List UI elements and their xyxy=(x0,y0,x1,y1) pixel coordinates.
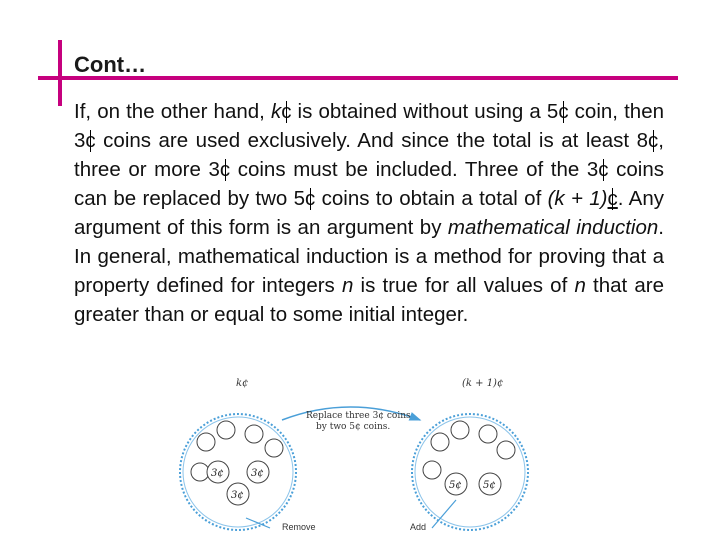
cent-symbol: c xyxy=(85,126,95,155)
cent-symbol: c xyxy=(305,184,315,213)
text-run: that are greater than or equal to some initial integer. xyxy=(74,274,664,326)
text-run: coins must be included. Three of the 3 xyxy=(230,158,599,181)
svg-text:3¢: 3¢ xyxy=(211,468,224,479)
text-run: coins to obtain a total of xyxy=(315,187,548,210)
cent-symbol: c xyxy=(608,184,618,213)
replace-caption-line2: by two 5¢ coins. xyxy=(316,422,391,432)
left-total-label: k¢ xyxy=(236,378,249,389)
text-run: . In general, mathematical induction is a method for proving that a property defined for integers xyxy=(74,216,664,297)
svg-text:3¢: 3¢ xyxy=(231,490,244,501)
text-n: n xyxy=(574,274,586,297)
cent-symbol: c xyxy=(648,126,658,155)
remove-label: Remove xyxy=(282,522,316,532)
replace-caption-line1: Replace three 3¢ coins xyxy=(306,411,411,421)
coin-diagram xyxy=(170,372,530,538)
cent-symbol: c xyxy=(598,155,608,184)
term-mathematical-induction: mathematical induction xyxy=(447,216,659,239)
svg-text:3¢: 3¢ xyxy=(251,468,264,479)
coin-induction-figure xyxy=(170,372,530,538)
text-run: coins can be replaced by two 5 xyxy=(74,158,664,210)
text-run: coin, then 3 xyxy=(74,100,664,152)
text-k: k xyxy=(270,100,282,123)
cent-symbol: c xyxy=(558,97,568,126)
text-run: , three or more 3 xyxy=(74,129,664,181)
text-run: If, on the other hand, xyxy=(74,100,271,123)
right-coin-bag xyxy=(412,414,528,530)
text-run: is obtained without using a 5 xyxy=(291,100,559,123)
left-coin-bag xyxy=(180,414,296,530)
svg-text:5¢: 5¢ xyxy=(449,480,462,491)
text-run: . Any argument of this form is an argument by xyxy=(74,187,664,239)
cent-symbol: c xyxy=(220,155,230,184)
body-paragraph xyxy=(74,97,664,329)
slide-title: Cont… xyxy=(74,52,147,77)
text-n: n xyxy=(341,274,354,297)
right-total-label: (k + 1)¢ xyxy=(462,378,504,389)
title-accent-vertical-bar xyxy=(58,40,62,106)
text-run: coins are used exclusively. And since the total is at least 8 xyxy=(95,129,649,152)
cent-symbol: c xyxy=(281,97,291,126)
text-run: is true for all values of xyxy=(353,274,575,297)
add-label: Add xyxy=(410,522,427,532)
svg-text:5¢: 5¢ xyxy=(483,480,496,491)
text-k-plus-1: (k + 1) xyxy=(547,187,608,210)
